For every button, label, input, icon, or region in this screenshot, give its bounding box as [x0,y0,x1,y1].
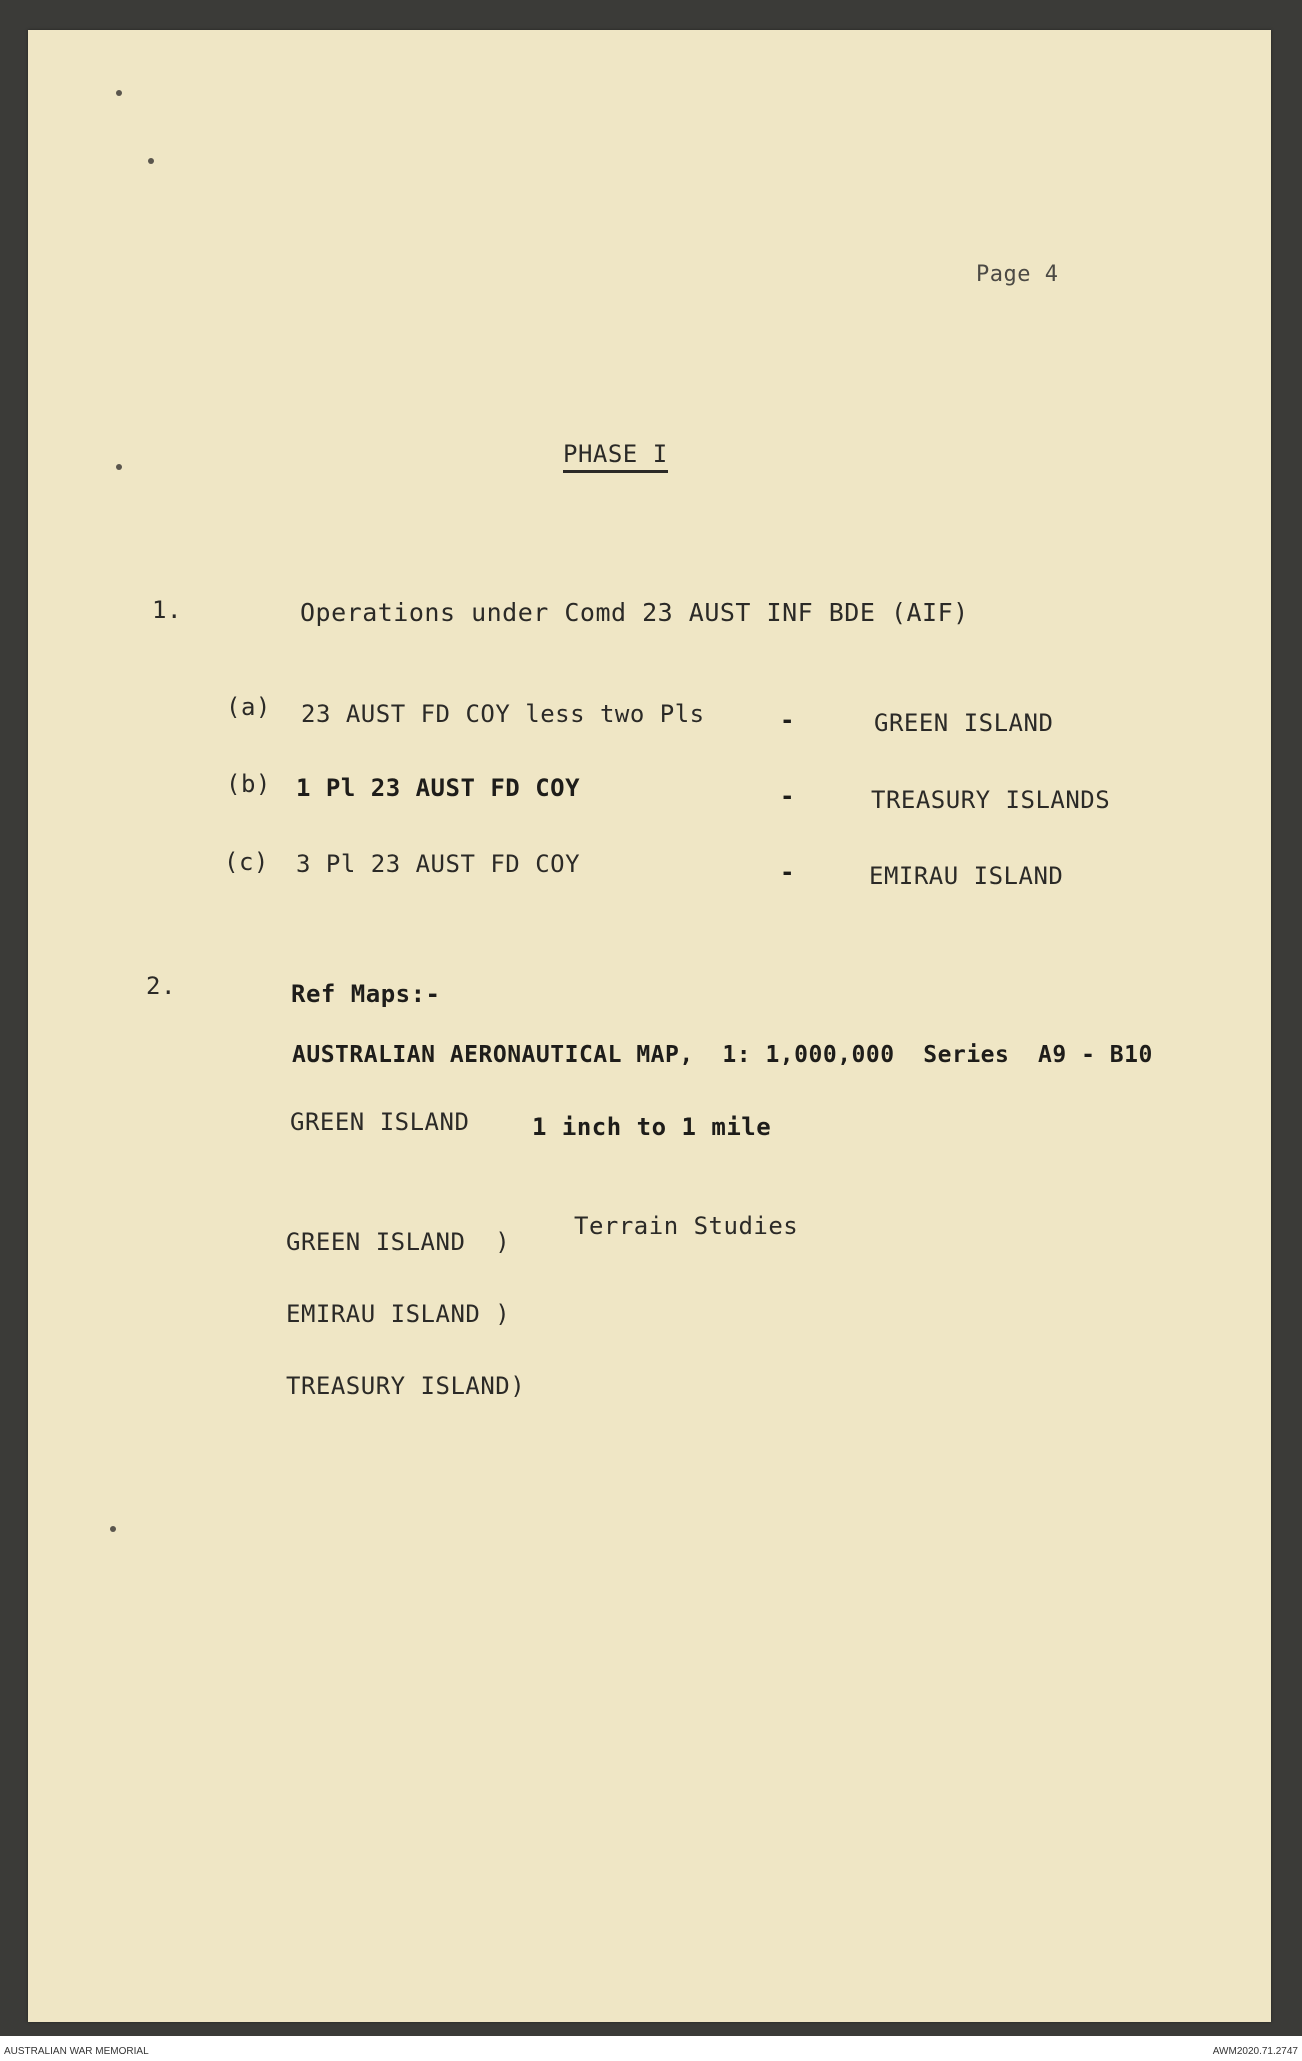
terrain-studies-label: Terrain Studies [574,1212,799,1240]
map-reference-line: AUSTRALIAN AERONAUTICAL MAP, 1: 1,000,000 Series A9 - B10 [292,1042,1153,1068]
item-location: TREASURY ISLANDS [871,786,1111,814]
section-number: 2. [146,972,176,1000]
item-dash: - [780,858,795,886]
terrain-island: TREASURY ISLAND) [286,1372,526,1400]
footer-accession-number: AWM2020.71.2747 [1212,2046,1298,2057]
terrain-island-list [286,1182,525,1446]
item-location: GREEN ISLAND [874,709,1054,737]
page-heading: PHASE I [563,440,668,473]
punch-hole-mark [148,158,154,164]
item-unit: 3 Pl 23 AUST FD COY [296,850,581,878]
punch-hole-mark [116,464,122,470]
footer-bar [0,2036,1302,2061]
item-dash: - [780,706,795,734]
terrain-island: EMIRAU ISLAND ) [286,1300,511,1328]
section-title: Operations under Comd 23 AUST INF BDE (AIF) [300,598,969,627]
item-label: (c) [224,848,269,876]
item-dash: - [780,782,795,810]
item-label: (a) [226,693,271,721]
footer-credit: AUSTRALIAN WAR MEMORIAL [4,2046,149,2057]
item-label: (b) [226,770,271,798]
section-title: Ref Maps:- [291,980,441,1008]
map-reference-name: GREEN ISLAND [290,1108,470,1136]
map-reference-scale: 1 inch to 1 mile [532,1113,772,1141]
document-page [28,30,1271,2022]
punch-hole-mark [116,90,122,96]
page-number: Page 4 [976,262,1059,287]
terrain-island: GREEN ISLAND ) [286,1228,511,1256]
section-number: 1. [152,596,182,624]
punch-hole-mark [110,1526,116,1532]
item-unit: 23 AUST FD COY less two Pls [301,700,705,728]
item-unit: 1 Pl 23 AUST FD COY [296,774,581,802]
item-location: EMIRAU ISLAND [869,862,1064,890]
